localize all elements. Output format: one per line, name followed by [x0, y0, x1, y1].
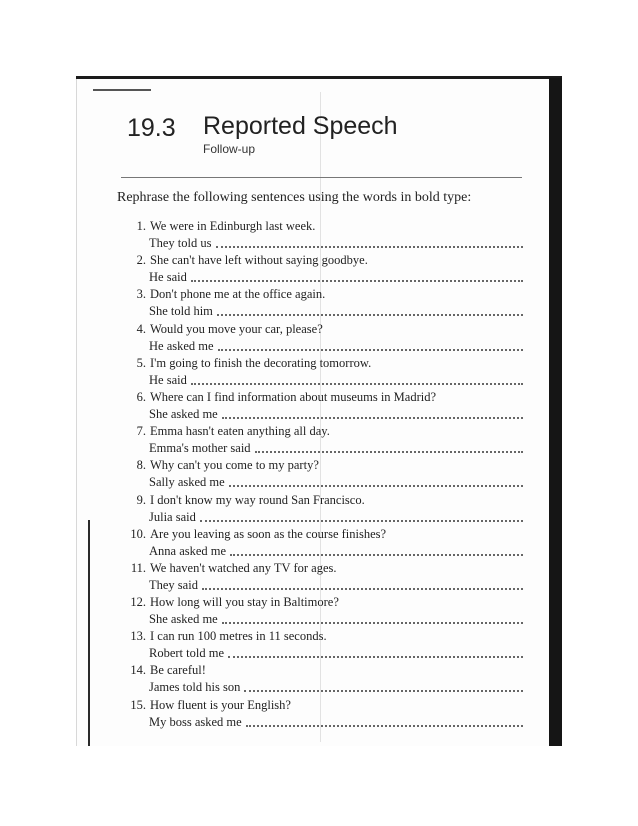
scan-left-edge	[88, 520, 90, 746]
exercise-item	[123, 594, 523, 628]
answer-line[interactable]	[123, 372, 523, 389]
item-sentence: She can't have left without saying goodbye.	[150, 253, 368, 268]
item-number: 5.	[136, 355, 146, 370]
item-sentence: I can run 100 metres in 11 seconds.	[150, 629, 327, 644]
answer-line[interactable]	[123, 543, 523, 560]
answer-line[interactable]	[123, 338, 523, 355]
item-number: 1.	[136, 219, 146, 233]
scan-top-edge	[76, 76, 562, 79]
answer-dots	[222, 622, 523, 624]
exercise-instructions: Rephrase the following sentences using the words in bold type:	[117, 190, 472, 205]
answer-dots	[246, 725, 523, 727]
item-prompt: Emma's mother said	[149, 441, 251, 456]
exercise-item	[123, 218, 523, 252]
answer-dots	[228, 656, 523, 658]
answer-line[interactable]	[123, 645, 523, 662]
answer-line[interactable]	[123, 679, 523, 696]
exercise-item	[123, 492, 523, 526]
item-number: 6.	[136, 389, 146, 404]
item-sentence: I don't know my way round San Francisco.	[150, 492, 365, 507]
answer-dots	[191, 280, 523, 282]
answer-line[interactable]	[123, 474, 523, 491]
exercise-item	[123, 355, 523, 389]
item-number: 14.	[130, 663, 146, 678]
item-sentence: We were in Edinburgh last week.	[150, 219, 316, 233]
exercise-item	[123, 252, 523, 286]
item-sentence: Would you move your car, please?	[150, 321, 323, 336]
item-number: 8.	[136, 458, 146, 473]
item-prompt: They said	[149, 577, 198, 592]
exercise-item	[123, 628, 523, 662]
item-prompt: She asked me	[149, 406, 218, 421]
answer-dots	[230, 554, 523, 556]
item-number: 12.	[130, 595, 146, 610]
answer-line[interactable]	[123, 440, 523, 457]
item-number: 11.	[130, 560, 146, 575]
item-prompt: She told him	[149, 304, 213, 319]
answer-line[interactable]	[123, 714, 523, 731]
item-sentence: Are you leaving as soon as the course finishes?	[150, 526, 387, 541]
answer-line[interactable]	[123, 269, 523, 286]
item-prompt: Robert told me	[149, 646, 224, 661]
answer-dots	[218, 349, 523, 351]
item-sentence: We haven't watched any TV for ages.	[150, 560, 337, 575]
exercise-list	[123, 218, 523, 731]
item-sentence: Why can't you come to my party?	[150, 458, 319, 473]
item-sentence: I'm going to finish the decorating tomorrow.	[150, 355, 372, 370]
unit-number: 19.3	[127, 114, 176, 142]
answer-line[interactable]	[123, 303, 523, 320]
item-number: 15.	[130, 697, 146, 712]
item-number: 4.	[136, 321, 146, 336]
item-prompt: Anna asked me	[149, 543, 227, 558]
answer-line[interactable]	[123, 406, 523, 423]
item-sentence: How fluent is your English?	[150, 697, 291, 712]
scan-right-edge	[549, 78, 562, 746]
item-number: 9.	[136, 492, 146, 507]
item-prompt: He said	[149, 372, 187, 387]
answer-line[interactable]	[123, 577, 523, 594]
item-prompt: They told us	[149, 236, 212, 250]
exercise-item	[123, 697, 523, 731]
header-rule	[121, 177, 522, 178]
exercise-item	[123, 526, 523, 560]
exercise-item	[123, 389, 523, 423]
item-prompt: James told his son	[149, 680, 241, 695]
item-prompt: Julia said	[149, 509, 196, 524]
item-sentence: Emma hasn't eaten anything all day.	[150, 424, 330, 439]
answer-dots	[244, 690, 523, 692]
item-prompt: She asked me	[149, 612, 218, 627]
exercise-item	[123, 560, 523, 594]
answer-dots	[222, 417, 523, 419]
item-prompt: He asked me	[149, 338, 214, 353]
item-prompt: Sally asked me	[149, 475, 225, 490]
exercise-item	[123, 423, 523, 457]
answer-dots	[200, 520, 523, 522]
item-sentence: Don't phone me at the office again.	[150, 287, 326, 302]
answer-line[interactable]	[123, 509, 523, 526]
scan-corner-mark	[93, 89, 151, 91]
item-number: 13.	[130, 629, 146, 644]
item-prompt: He said	[149, 270, 187, 285]
exercise-item	[123, 457, 523, 491]
answer-dots	[191, 383, 523, 385]
exercise-item	[123, 662, 523, 696]
item-number: 7.	[136, 424, 146, 439]
item-number: 10.	[130, 526, 146, 541]
unit-subtitle: Follow-up	[203, 142, 256, 156]
item-sentence: How long will you stay in Baltimore?	[150, 595, 339, 610]
answer-dots	[202, 588, 523, 590]
answer-line[interactable]	[123, 611, 523, 628]
item-sentence: Where can I find information about museums in Madrid?	[150, 389, 437, 404]
exercise-item	[123, 286, 523, 320]
answer-line[interactable]	[123, 235, 523, 252]
exercise-item	[123, 321, 523, 355]
item-prompt: My boss asked me	[149, 714, 242, 729]
answer-dots	[255, 451, 523, 453]
unit-title: Reported Speech	[203, 112, 398, 140]
item-number: 2.	[136, 253, 146, 268]
item-number: 3.	[136, 287, 146, 302]
answer-dots	[229, 485, 523, 487]
answer-dots	[217, 314, 523, 316]
item-sentence: Be careful!	[150, 663, 206, 678]
answer-dots	[216, 246, 524, 248]
